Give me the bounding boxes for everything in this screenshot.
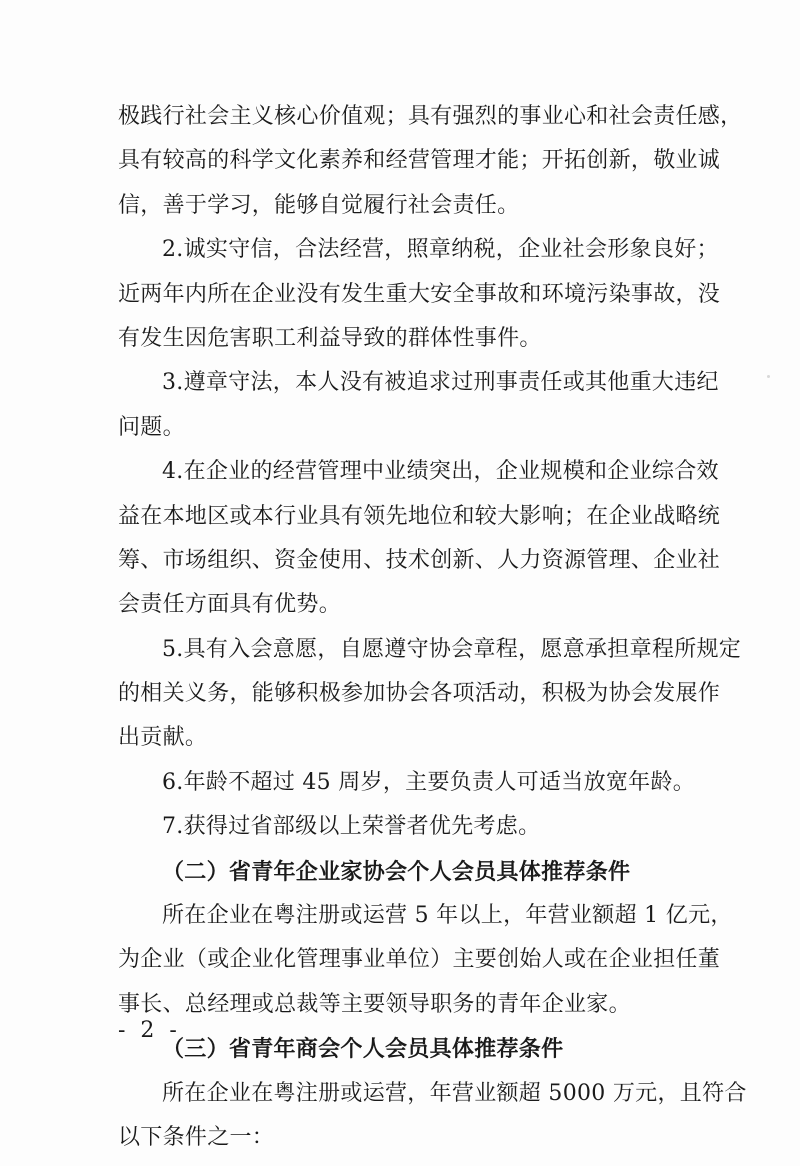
text-line: 6.年龄不超过 45 周岁，主要负责人可适当放宽年龄。	[162, 769, 696, 795]
text-line: 近两年内所在企业没有发生重大安全事故和环境污染事故，没	[118, 281, 721, 307]
scan-speck	[767, 375, 770, 378]
text-line: 以下条件之一：	[118, 1124, 275, 1150]
text-line: 4.在企业的经营管理中业绩突出，企业规模和企业综合效	[162, 459, 719, 485]
text-line: 出贡献。	[118, 725, 208, 751]
text-line: 问题。	[118, 414, 185, 440]
text-line: 2.诚实守信，合法经营，照章纳税，企业社会形象良好；	[162, 237, 719, 263]
document-body	[118, 95, 747, 1160]
text-line: 为企业（或企业化管理事业单位）主要创始人或在企业担任董	[118, 947, 721, 973]
text-line: 所在企业在粤注册或运营，年营业额超 5000 万元，且符合	[162, 1080, 747, 1106]
text-line: 3.遵章守法，本人没有被追求过刑事责任或其他重大违纪	[162, 370, 719, 396]
text-line: 极践行社会主义核心价值观；具有强烈的事业心和社会责任感，	[118, 104, 743, 129]
text-line: 事长、总经理或总裁等主要领导职务的青年企业家。	[118, 991, 631, 1017]
text-line: 7.获得过省部级以上荣誉者优先考虑。	[162, 814, 541, 840]
text-line: （三）省青年商会个人会员具体推荐条件	[162, 1036, 564, 1063]
text-line: 会责任方面具有优势。	[118, 592, 342, 618]
text-line: （二）省青年企业家协会个人会员具体推荐条件	[162, 858, 631, 885]
text-line: 的相关义务，能够积极参加协会各项活动，积极为协会发展作	[118, 681, 721, 707]
text-line: 有发生因危害职工利益导致的群体性事件。	[118, 325, 542, 351]
text-line: 所在企业在粤注册或运营 5 年以上，年营业额超 1 亿元，	[162, 903, 733, 929]
text-line: 5.具有入会意愿，自愿遵守协会章程，愿意承担章程所规定	[162, 636, 742, 662]
text-line: 具有较高的科学文化素养和经营管理才能；开拓创新，敬业诚	[118, 148, 721, 174]
text-line: 筹、市场组织、资金使用、技术创新、人力资源管理、企业社	[118, 547, 721, 573]
text-line: 益在本地区或本行业具有领先地位和较大影响；在企业战略统	[118, 503, 721, 529]
text-line: 信，善于学习，能够自觉履行社会责任。	[118, 192, 520, 218]
page-number: - 2 -	[118, 1018, 181, 1043]
